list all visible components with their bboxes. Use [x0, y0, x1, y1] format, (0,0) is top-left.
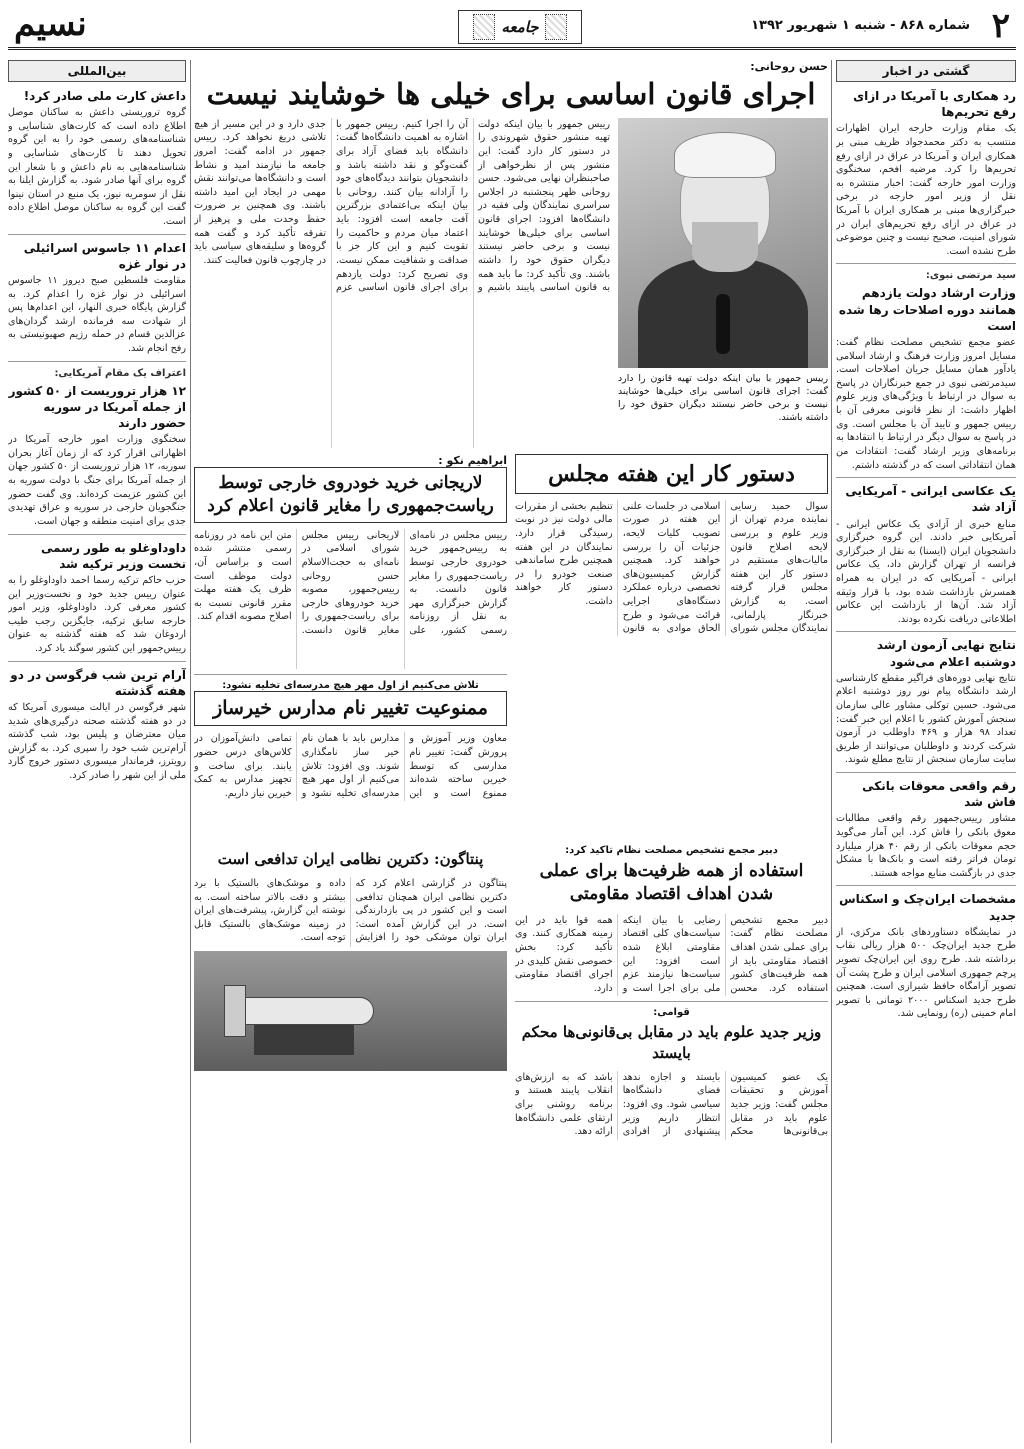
column-divider: [190, 60, 191, 1443]
article-title: وزارت ارشاد دولت یازدهم همانند دوره اصلاحات رها شده است: [838, 286, 1016, 333]
column-title: بین‌المللی: [8, 60, 186, 82]
majlis-headline: دستور کار این هفته مجلس: [515, 454, 828, 494]
pentagon-headline-wrap: [194, 845, 507, 873]
larijani-headline: لاریجانی خرید خودروی خارجی توسط ریاست‌جمهوری را مغایر قانون اعلام کرد: [194, 467, 507, 523]
newspaper-logo: نسیم: [14, 4, 87, 44]
article-text: حزب حاکم ترکیه رسما احمد داوداوغلو را به عنوان رییس جدید خود و نخست‌وزیر این کشور معرفی کرد. داوداوغلو، وزیر امور خارجه سابق ترکیه، جایگزین رجب طیب اردوغان شد که هفته گذشته به عنوان رییس‌جمهور این کشور سوگند یاد کرد.: [8, 574, 186, 654]
larijani-article: [194, 454, 507, 839]
article-text: گروه تروریستی داعش به ساکنان موصل اطلاع داده است که کارت‌های شناسایی و شناسنامه‌های رسمی خود را به این گروه تحویل دهند تا کارت‌های شناسایی و شناسنامه‌هایی به نام داعش و با شعار این گروه برای آنها صادر شود. به گزارش ایلنا به نقل از سومریه نیوز، یک منبع در استان نینوا گفت این گروه به ساکنان موصل اطلاع داده است.: [8, 107, 186, 228]
larijani-kicker: ابراهیم نکو :: [438, 453, 507, 467]
maslahat-text: دبیر مجمع تشخیص مصلحت نظام گفت: برای عملی شدن اهداف اقتصاد مقاومتی باید از همه ظرفیت‌های کشور استفاده کرد. محسن رضایی با بیان اینکه سیاست‌های کلی اقتصاد مقاومتی ابلاغ شده است افزود: این سیاست‌ها نیازمند عزم ملی برای اجرا است و همه قوا باید در این زمینه همکاری کنند. وی تأکید کرد: بخش خصوصی نقش کلیدی در اجرای اقتصاد مقاومتی دارد.: [515, 914, 828, 994]
ghavami-headline: وزیر جدید علوم باید در مقابل بی‌قانونی‌ها محکم بایستد: [521, 1023, 822, 1062]
international-column: [8, 60, 186, 1443]
article-text: مشاور رییس‌جمهور رقم واقعی مطالبات معوق بانکی را فاش کرد. این آمار می‌گوید حجم معوقات بانکی از رقم ۴۰ هزار میلیارد تومان فراتر رفته است و بانک‌ها با مشکل جدی در بازگشت منابع مواجه هستند.: [836, 813, 1016, 879]
article-text: شهر فرگوسن در ایالت میسوری آمریکا که در دو هفته گذشته صحنه درگیری‌های شدید میان معترضان و پلیس بود، شب گذشته آرام‌ترین شب خود را سپری کرد. به گزارش رویترز، فرماندار میسوری دستور خروج گارد ملی از این شهر را صادر کرد.: [8, 701, 186, 781]
maslahat-article: [515, 845, 828, 1140]
lead-text: رییس جمهور با بیان اینکه دولت تهیه منشور حقوق شهروندی را در دستور کار دارد گفت: این منشور پس از نظرخواهی از صاحبنظران نهایی می‌شود. حسن روحانی ظهر پنجشنبه در اجلاس سراسری نمایندگان ولی فقیه در دانشگاه‌ها افزود: اجرای قانون اساسی برای خیلی‌ها خوشایند نیست و برخی حاضر نیستند دیگران حقوق خود را داشته باشند. وی تأکید کرد: ما باید همه به قانون اساسی پایبند باشیم و آن را اجرا کنیم. رییس جمهور با اشاره به اهمیت دانشگاه‌ها گفت: دانشگاه باید فضای آزاد برای گفت‌وگو و نقد داشته باشد و دانشجویان بتوانند دیدگاه‌های خود را آزادانه بیان کنند. روحانی با بیان اینکه بی‌اعتمادی بزرگترین آفت جامعه است افزود: باید اعتماد میان مردم و حاکمیت را تقویت کنیم و این کار جز با صداقت و شفافیت ممکن نیست. وی تصریح کرد: دولت یازدهم برای اجرای قانون اساسی عزم جدی دارد و در این مسیر از هیچ تلاشی دریغ نخواهد کرد. رییس جمهور در ادامه گفت: امروز جامعه ما نیازمند امید و نشاط است و دانشگاه‌ها می‌توانند نقش مهمی در ایجاد این امید داشته باشند. وی همچنین بر ضرورت حفظ وحدت ملی و پرهیز از تفرقه تأکید کرد و گفت همه گروه‌ها و سلیقه‌های سیاسی باید در چارچوب قانون فعالیت کنند.: [194, 118, 610, 294]
article-title: نتایج نهایی آزمون ارشد دوشنبه اعلام می‌شود: [876, 638, 1016, 669]
majlis-article: [515, 454, 828, 839]
masthead: [8, 6, 1016, 50]
article-text: سخنگوی وزارت امور خارجه آمریکا در اظهاراتی اقرار کرد که از زمان آغاز بحران سوریه، ۱۲ هزار تروریست از ۵۰ کشور جهان از جمله آمریکا برای جنگ با دولت سوریه به این کشور عزیمت کرده‌اند. وی گفت حضور جنگجویان خارجی در سوریه و عراق تهدیدی جدی برای امنیت منطقه و جهان است.: [8, 434, 186, 527]
column-divider: [831, 60, 832, 1443]
article-text: مقاومت فلسطین صبح دیروز ۱۱ جاسوس اسرائیلی در نوار غزه را اعدام کرد. به گزارش پایگاه خبری النهار، این اعدام‌ها پس از شهادت سه فرمانده ارشد گردان‌های عزالدین قسام در حمله رژیم صهیونیستی به رفح انجام شد.: [8, 275, 186, 355]
article-text: نتایج نهایی دوره‌های فراگیر مقطع کارشناسی ارشد دانشگاه پیام نور روز دوشنبه اعلام می‌شود. حسین توکلی مشاور عالی سازمان سنجش آموزش کشور با اعلام این خبر گفت: تعداد ۹۸ هزار و ۴۶۹ داوطلب در آزمون شرکت کردند و داوطلبان می‌توانند از طریق سایت سازمان سنجش از نتایج مطلع شوند.: [836, 672, 1016, 766]
article-title: داعش کارت ملی صادر کرد!: [23, 89, 186, 103]
ghavami-text: یک عضو کمیسیون آموزش و تحقیقات مجلس گفت: وزیر جدید علوم باید در مقابل بی‌قانونی‌ها محکم بایستد و اجازه ندهد فضای دانشگاه‌ها سیاسی شود. وی افزود: انتظار داریم وزیر پیشنهادی از افرادی باشد که به ارزش‌های انقلاب پایبند هستند و برنامه روشنی برای ارتقای علمی دانشگاه‌ها ارائه دهد.: [515, 1071, 828, 1138]
third-row: [194, 845, 828, 1140]
article-title: داوداوغلو به طور رسمی نخست وزیر ترکیه شد: [40, 540, 186, 571]
lead-headline: اجرای قانون اساسی برای خیلی ها خوشایند نیست: [206, 77, 816, 111]
missile-photo: [194, 951, 507, 1071]
larijani-text: رییس مجلس در نامه‌ای به رییس‌جمهور خرید خودروی خارجی توسط ریاست‌جمهوری را مغایر قانون دانست. به گزارش خبرگزاری مهر به نقل از روزنامه رسمی کشور، علی لاریجانی رییس مجلس شورای اسلامی در نامه‌ای به حجت‌الاسلام حسن روحانی رییس‌جمهور، مصوبه خرید خودروهای خارجی برای ریاست‌جمهوری را مغایر قانون دانست. متن این نامه در روزنامه رسمی منتشر شده است و براساس آن، دولت موظف است ظرف یک هفته مهلت مقرر قانونی نسبت به اصلاح مصوبه اقدام کند.: [194, 529, 507, 636]
article-title: آرام ترین شب فرگوسن در دو هفته گذشته: [10, 667, 186, 698]
news-roundup-column: [836, 60, 1016, 1443]
article-kicker: سید مرتضی نبوی:: [925, 270, 1016, 282]
ornament-icon: [545, 14, 567, 40]
lead-body: [194, 118, 610, 448]
article-title: رقم واقعی معوقات بانکی فاش شد: [862, 779, 1016, 810]
section-label: جامعه: [501, 18, 539, 36]
schools-headline: ممنوعیت تغییر نام مدارس خیرساز: [194, 691, 507, 727]
pentagon-headline: دکترین نظامی ایران تدافعی است: [217, 849, 429, 868]
article-title: مشخصات ایران‌چک و اسکناس جدید: [839, 892, 1016, 923]
lead-kicker: حسن روحانی:: [750, 60, 828, 73]
article-title: ۱۲ هزار تروریست از ۵۰ کشور از جمله آمریکا در سوریه حضور دارند: [8, 383, 186, 431]
president-photo: [618, 118, 828, 368]
article-text: منابع خبری از آزادی یک عکاس ایرانی - آمریکایی خبر دادند. این گروه خبرگزاری دانشجویان ایران (ایسنا) به نقل از خبرگزاری فرانسه از تهران گزارش داد، یک عکاس ایرانی - آمریکایی که در ایران به همراه همسرش بازداشت شده بود، با قرار وثیقه آزاد شد. آن‌ها از بازداشت این عکاس اطلاعاتی دریافت نکرده بودند.: [836, 518, 1016, 625]
page-number: ۲: [991, 6, 1010, 46]
issue-info: شماره ۸۶۸ - شنبه ۱ شهریور ۱۳۹۲: [751, 18, 970, 33]
article-title: رد همکاری با آمریکا در ازای رفع تحریم‌ها: [853, 89, 1016, 120]
second-row: [194, 454, 828, 839]
article-text: در نمایشگاه دستاوردهای بانک مرکزی، از طرح جدید ایران‌چک ۵۰۰ هزار ریالی نقاب برداشته شد. طرح روی این ایران‌چک تصویر پرچم جمهوری اسلامی ایران و طرح پشت آن تصویر آرامگاه حافظ شیرازی است. همچنین طرح جدید اسکناس ۲۰۰۰ تومانی با تصویر امام خمینی (ره) رونمایی شد.: [836, 926, 1016, 1020]
lead-article: [194, 118, 828, 448]
maslahat-headline: استفاده از همه ظرفیت‌ها برای عملی شدن اهداف اقتصاد مقاومتی: [539, 860, 804, 904]
article-title: یک عکاسی ایرانی - آمریکایی آزاد شد: [845, 484, 1016, 515]
ghavami-kicker: قوامی:: [653, 1007, 690, 1019]
section-badge: [458, 10, 582, 44]
pentagon-text: پنتاگون در گزارشی اعلام کرد که دکترین نظامی ایران همچنان تدافعی است و این کشور در پی بازدارندگی است. در این گزارش آمده است: ایران توان موشکی خود را افزایش داده و موشک‌های بالستیک با برد بیشتر و دقت بالاتر ساخته است. به نوشته این گزارش، پیشرفت‌های ایران در زمینه موشک‌های بالستیک قابل توجه است.: [194, 878, 507, 944]
majlis-text: سوال حمید رسایی نماینده مردم تهران از وزیر علوم و بررسی لایحه اصلاح قانون مالیات‌های مستقیم در دستور کار این هفته مجلس قرار گرفته است. به گزارش خبرنگار پارلمانی، نمایندگان مجلس شورای اسلامی در جلسات علنی این هفته در صورت تصویب کلیات لایحه، جزئیات آن را بررسی خواهند کرد. همچنین گزارش کمیسیون‌های تخصصی درباره عملکرد دستگاه‌های اجرایی قرائت می‌شود و طرح الحاق موادی به قانون تنظیم بخشی از مقررات مالی دولت نیز در نوبت رسیدگی قرار دارد. نمایندگان در این هفته همچنین طرح ساماندهی صنعت خودرو را در دستور کار خواهند داشت.: [515, 500, 828, 635]
schools-text: معاون وزیر آموزش و پرورش گفت: تغییر نام مدارسی که توسط خیرین ساخته شده‌اند ممنوع است و این مدارس باید با همان نام خیر ساز نامگذاری شوند. وی افزود: تلاش می‌کنیم از اول مهر هیچ مدرسه‌ای تخلیه نشود و تمامی دانش‌آموزان در کلاس‌های درس حضور یابند. برای ساخت و تجهیز مدارس به کمک خیرین نیاز داریم.: [194, 733, 507, 799]
photo-caption: رییس جمهور با بیان اینکه دولت تهیه قانون را دارد گفت: اجرای قانون اساسی برای خیلی‌ها خوشایند نیست و برخی حاضر نیستند دیگران حقوق خود را داشته باشند.: [618, 372, 828, 424]
article-text: عضو مجمع تشخیص مصلحت نظام گفت: مسایل امروز وزارت فرهنگ و ارشاد اسلامی یادآور همان مسایل جریان اصلاحات است. سیدمرتضی نبوی در جمع خبرنگاران در پاسخ به سوال در ارتباط با ویژگی‌های وزیر علوم اظهار داشت: از نظر قانونی معرفی آن با رییس جمهور و تایید آن با مجلس است. وی در پاسخ به سوال دیگر در ارتباط با انتقادها به برنامه‌های وزیر ارشاد گفت: انتقادات من همان انتقاداتی است که در گذشته داشتم.: [836, 337, 1016, 471]
article-text: یک مقام وزارت خارجه ایران اظهارات منتسب به دکتر محمدجواد ظریف مبنی بر همکاری ایران و آمریکا در عراق در ازای رفع تحریم‌ها را کرد. مرضیه افخم، سخنگوی وزارت امور خارجه گفت: اخبار منتشره به نقل از وزیر امور خارجه در برخی خبرگزاری‌ها مبنی بر همکاری ایران با آمریکا در عراق در ازای رفع تحریم‌های ایران در شورای امنیت، صحیح نیست و چنین موضوعی طرح نشده است.: [836, 123, 1016, 257]
maslahat-kicker: دبیر مجمع تشخیص مصلحت نظام تاکید کرد:: [565, 844, 778, 856]
pentagon-kicker: پنتاگون:: [434, 849, 484, 868]
schools-kicker: تلاش می‌کنیم از اول مهر هیچ مدرسه‌ای تخلیه نشود:: [222, 679, 479, 691]
article-title: اعدام ۱۱ جاسوس اسرائیلی در نوار غزه: [23, 240, 186, 271]
ornament-icon: [473, 14, 495, 40]
column-title: گشتی در اخبار: [836, 60, 1016, 82]
microphone-icon: [716, 294, 730, 354]
main-column: [194, 60, 828, 1443]
lead-photo-block: [618, 118, 828, 448]
article-kicker: اعتراف یک مقام آمریکایی:: [54, 367, 186, 379]
pentagon-article: [194, 845, 507, 1140]
